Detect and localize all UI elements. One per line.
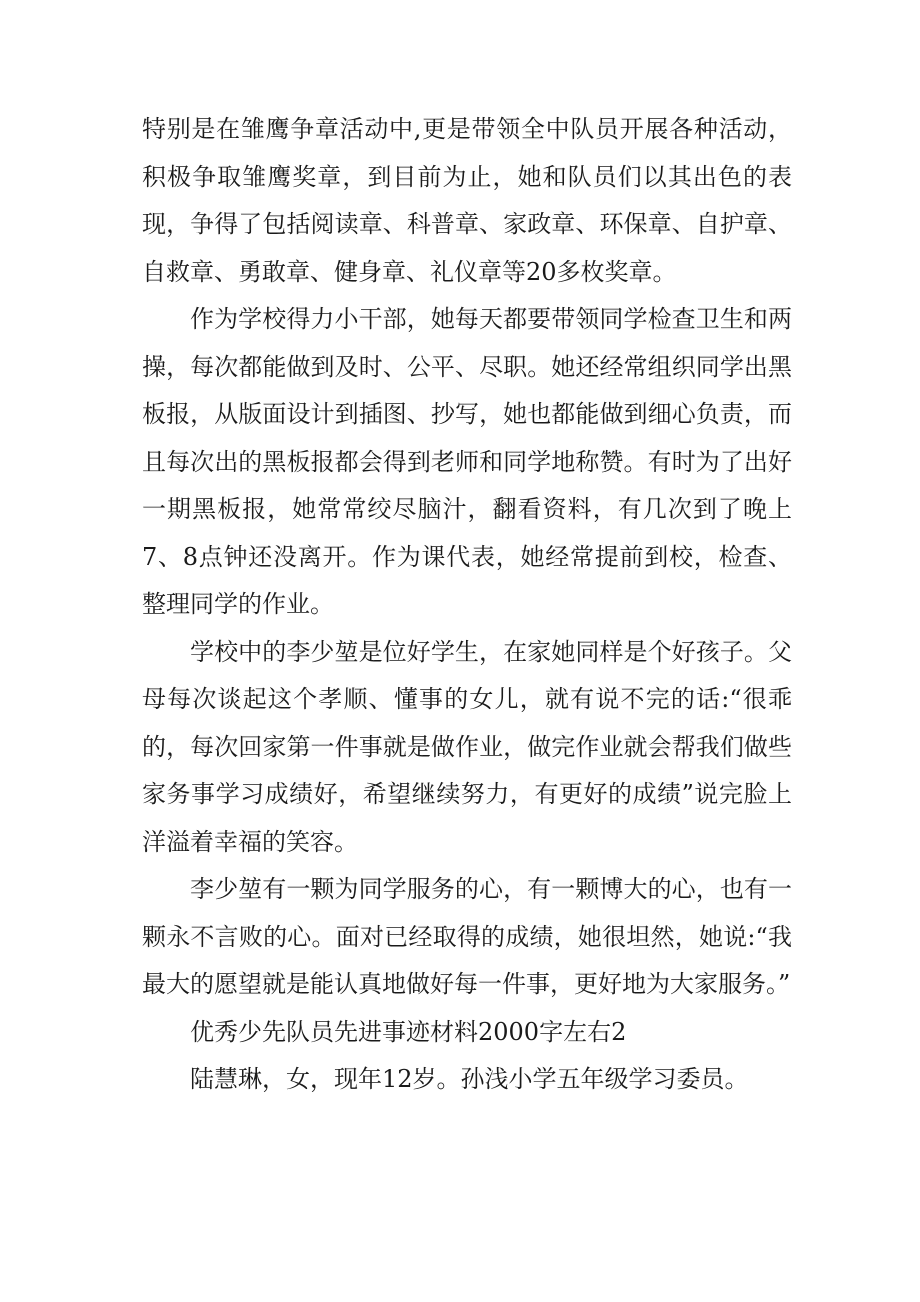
section-heading: 优秀少先队员先进事迹材料2000字左右2: [190, 1017, 627, 1046]
paragraph-2: 作为学校得力小干部，她每天都要带领同学检查卫生和两操，每次都能做到及时、公平、尽职。她还经常组织同学出黑板报，从版面设计到插图、抄写，她也都能做到细心负责，而且每次出的黑板报都会得到老师和同学地称赞。有时为了出好一期黑板报，她常常绞尽脑汁，翻看资料，有几次到了晚上7、8点钟还没离开。作为课代表，她经常提前到校，检查、整理同学的作业。: [142, 305, 792, 618]
paragraph-6: 陆慧琳，女，现年12岁。孙浅小学五年级学习委员。: [190, 1065, 749, 1093]
paragraph-4: 李少堃有一颗为同学服务的心，有一颗博大的心，也有一颗永不言败的心。面对已经取得的成绩，她很坦然，她说:“我最大的愿望就是能认真地做好每一件事，更好地为大家服务。”: [142, 875, 792, 998]
paragraph-1: 特别是在雏鹰争章活动中,更是带领全中队员开展各种活动，积极争取雏鹰奖章，到目前为止，她和队员们以其出色的表现，争得了包括阅读章、科普章、家政章、环保章、自护章、自救章、勇敢章、健身章、礼仪章等20多枚奖章。: [142, 115, 792, 286]
paragraph-3: 学校中的李少堃是位好学生，在家她同样是个好孩子。父母每次谈起这个孝顺、懂事的女儿，就有说不完的话:“很乖的，每次回家第一件事就是做作业，做完作业就会帮我们做些家务事学习成绩好，希望继续努力，有更好的成绩”说完脸上洋溢着幸福的笑容。: [142, 637, 792, 856]
document-body: [142, 106, 792, 1104]
